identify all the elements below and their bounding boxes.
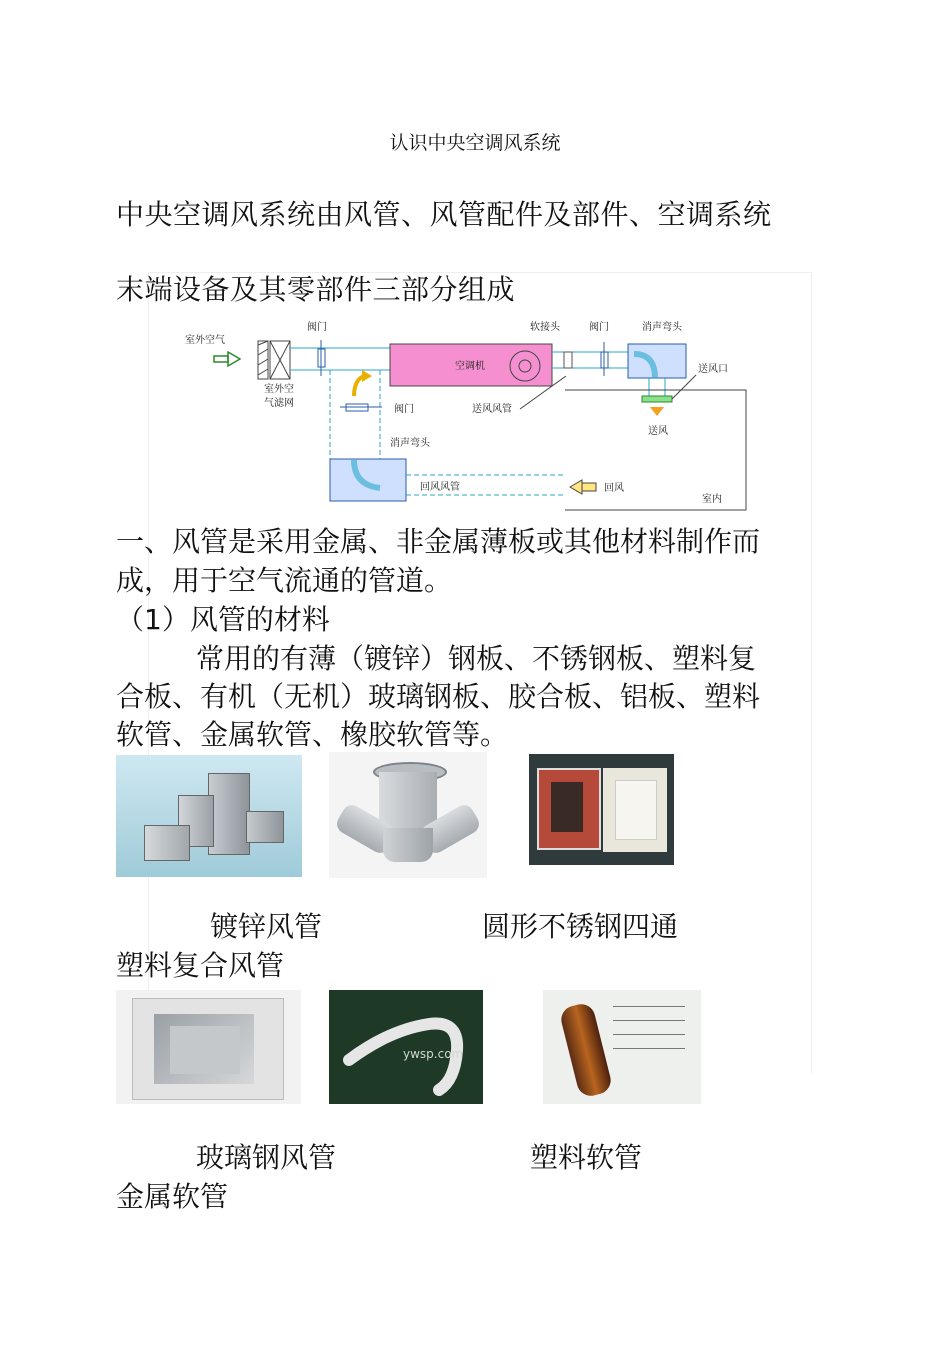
plastic-hose-drawing [329,990,483,1104]
muffler-top-label: 消声弯头 [642,322,682,333]
caption-galvanized-duct: 镀锌风管 [210,910,323,943]
intro-line-1: 中央空调风系统由风管、风管配件及部件、空调系统 [116,198,772,231]
caption-plastic-composite-duct: 塑料复合风管 [116,949,285,982]
materials-line-3: 软管、金属软管、橡胶软管等。 [116,718,509,751]
galvanized-duct-photo [116,755,302,877]
subsection-heading: （1）风管的材料 [116,603,330,636]
valve-top-label: 阀门 [307,322,327,333]
filter-label-2: 气滤网 [264,398,294,409]
valve-right-icon [601,342,608,376]
page-title: 认识中央空调风系统 [389,132,561,154]
section1-line-1: 一、风管是采用金属、非金属薄板或其他材料制作而 [116,525,761,558]
valve-top-icon [318,340,325,376]
caption-frp-duct: 玻璃钢风管 [196,1141,337,1174]
muffler-elbow-bottom [330,459,406,501]
return-arrow [570,480,596,494]
valve-mid-label: 阀门 [394,404,414,415]
supply-air-label: 送风 [648,426,668,437]
materials-line-2: 合板、有机（无机）玻璃钢板、胶合板、铝板、塑料 [116,680,761,713]
outdoor-air-arrow [214,352,240,366]
supply-duct-label: 送风风管 [472,404,512,415]
section1-line-2: 成，用于空气流通的管道。 [116,564,453,597]
supply-arrow [650,407,664,416]
supply-outlet-label: 送风口 [698,364,728,375]
indoor-label: 室内 [702,494,722,505]
return-air-label: 回风 [604,483,624,494]
soft-joint-icon [564,352,572,368]
plastic-composite-duct-photo [529,754,674,865]
filter-label-1: 室外空 [264,384,294,395]
outdoor-air-label: 室外空气 [185,335,225,346]
materials-line-1: 常用的有薄（镀锌）钢板、不锈钢板、塑料复 [196,642,757,675]
outdoor-filter [258,341,290,379]
valve-right-label: 阀门 [589,322,609,333]
caption-stainless-cross: 圆形不锈钢四通 [482,910,679,943]
muffler-bottom-label: 消声弯头 [390,438,430,449]
air-system-diagram [150,310,810,515]
intro-line-2: 末端设备及其零部件三部分组成 [116,273,516,306]
caption-metal-hose: 金属软管 [116,1180,229,1213]
soft-joint-label: 软接头 [530,322,560,333]
air-handler-label: 空调机 [455,361,485,372]
return-duct-label: 回风风管 [420,482,460,493]
caption-plastic-hose: 塑料软管 [530,1141,643,1174]
frp-duct-photo [116,990,301,1104]
stainless-cross-photo [329,752,487,878]
watermark-text: ywsp.com [403,1047,464,1061]
metal-hose-photo [543,990,701,1104]
plastic-hose-photo [329,990,483,1104]
valve-mid-icon [340,404,382,411]
supply-outlet [642,396,672,402]
